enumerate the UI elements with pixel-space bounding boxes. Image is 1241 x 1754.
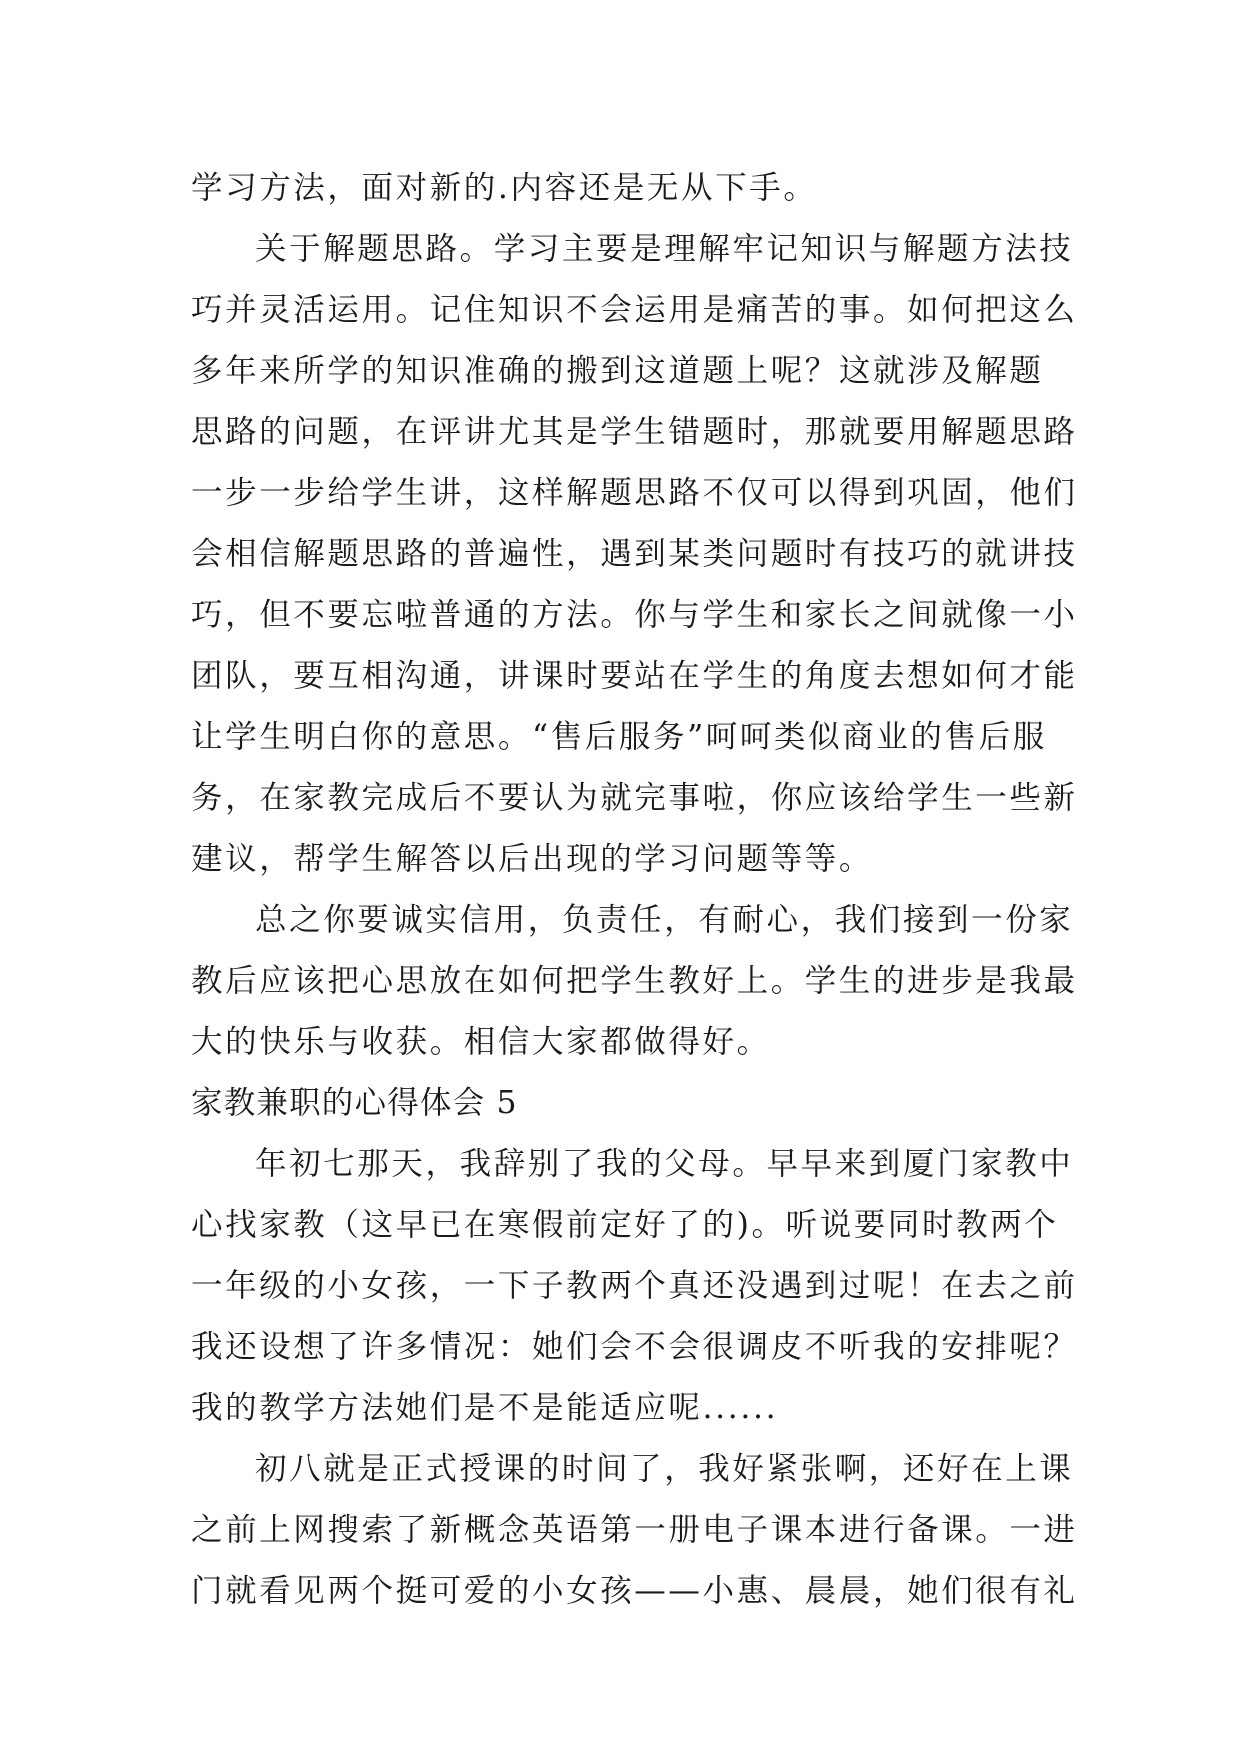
paragraph xyxy=(191,158,1051,219)
text-line: 总之你要诚实信用，负责任，有耐心，我们接到一份家 xyxy=(255,902,1074,938)
text-line: 务，在家教完成后不要认为就完事啦，你应该给学生一些新 xyxy=(191,780,1078,816)
text-line: 会相信解题思路的普遍性，遇到某类问题时有技巧的就讲技 xyxy=(191,536,1078,572)
text-line: 我还设想了许多情况：她们会不会很调皮不听我的安排呢？ xyxy=(191,1329,1078,1365)
text-line: 巧并灵活运用。记住知识不会运用是痛苦的事。如何把这么 xyxy=(191,292,1078,328)
text-line: 关于解题思路。学习主要是理解牢记知识与解题方法技 xyxy=(255,231,1074,267)
section-heading xyxy=(191,1073,1051,1134)
text-line: 建议，帮学生解答以后出现的学习问题等等。 xyxy=(191,841,874,877)
text-line: 年初七那天，我辞别了我的父母。早早来到厦门家教中 xyxy=(255,1146,1074,1182)
heading-text: 家教兼职的心得体会 5 xyxy=(191,1085,518,1121)
text-line: 让学生明白你的意思。“售后服务”呵呵类似商业的售后服 xyxy=(191,719,1047,755)
text-line: 之前上网搜索了新概念英语第一册电子课本进行备课。一进 xyxy=(191,1512,1078,1548)
paragraph xyxy=(191,1134,1078,1439)
text-line: 巧，但不要忘啦普通的方法。你与学生和家长之间就像一小 xyxy=(191,597,1078,633)
text-line: 一步一步给学生讲，这样解题思路不仅可以得到巩固，他们 xyxy=(191,475,1078,511)
text-line: 学习方法，面对新的.内容还是无从下手。 xyxy=(191,170,818,206)
text-line: 教后应该把心思放在如何把学生教好上。学生的进步是我最 xyxy=(191,963,1078,999)
document-body xyxy=(191,158,1078,1622)
paragraph xyxy=(191,219,1078,890)
paragraph xyxy=(191,890,1078,1073)
text-line: 初八就是正式授课的时间了，我好紧张啊，还好在上课 xyxy=(255,1451,1074,1487)
text-line: 多年来所学的知识准确的搬到这道题上呢？这就涉及解题 xyxy=(191,353,1044,389)
text-line: 大的快乐与收获。相信大家都做得好。 xyxy=(191,1024,771,1060)
text-line: 团队，要互相沟通，讲课时要站在学生的角度去想如何才能 xyxy=(191,658,1078,694)
text-line: 我的教学方法她们是不是能适应呢...... xyxy=(191,1390,779,1426)
text-line: 一年级的小女孩，一下子教两个真还没遇到过呢！在去之前 xyxy=(191,1268,1078,1304)
text-line: 门就看见两个挺可爱的小女孩——小惠、晨晨，她们很有礼 xyxy=(191,1573,1078,1609)
paragraph xyxy=(191,1439,1078,1622)
text-line: 心找家教（这早已在寒假前定好了的)。听说要同时教两个 xyxy=(191,1207,1059,1243)
text-line: 思路的问题，在评讲尤其是学生错题时，那就要用解题思路 xyxy=(191,414,1078,450)
